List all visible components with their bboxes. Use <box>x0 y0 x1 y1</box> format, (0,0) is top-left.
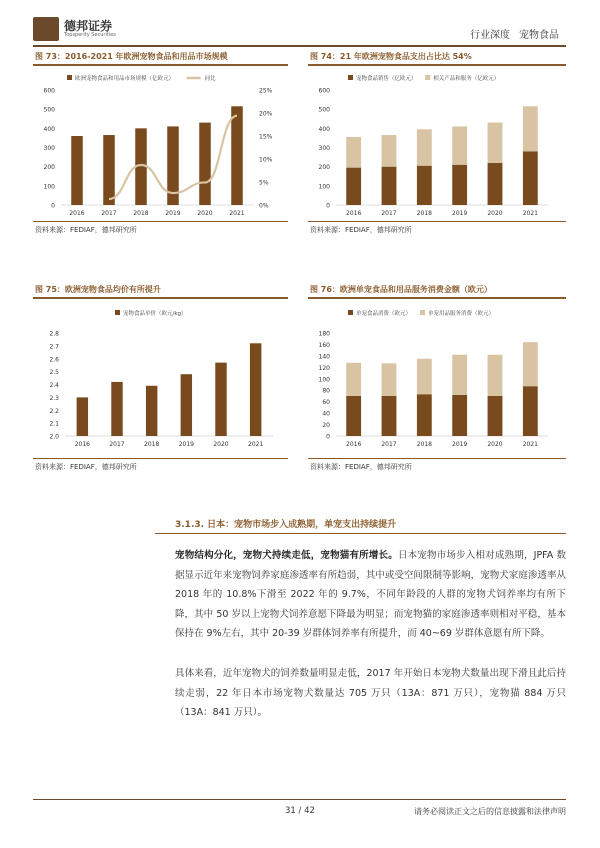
bar-service <box>417 129 432 165</box>
y-tick-label: 2.7 <box>49 343 59 351</box>
bar-service <box>382 135 397 167</box>
figure-73-source-rule <box>33 221 288 222</box>
x-tick-label: 2020 <box>487 441 503 448</box>
y-tick-label: 2.1 <box>49 420 59 428</box>
y-tick-label: 500 <box>43 106 55 114</box>
figure-73-rule <box>33 64 288 66</box>
figure-74-source-rule <box>308 221 566 222</box>
y-tick-label: 180 <box>318 330 330 338</box>
header-divider <box>33 45 566 47</box>
legend-label: 相关产品和服务（亿欧元） <box>433 76 500 82</box>
legend-label: 单宠用品服务消费（欧元） <box>428 311 495 317</box>
bar-food <box>199 123 211 205</box>
y-tick-label: 600 <box>318 87 330 95</box>
legend-label: 宠物食品销售（亿欧元） <box>356 76 417 82</box>
x-tick-label: 2018 <box>416 210 432 217</box>
y-tick-label: 40 <box>322 410 330 418</box>
bar-service <box>417 359 432 394</box>
y-tick-label: 120 <box>318 364 330 372</box>
bar-food <box>103 135 115 205</box>
y2-tick-label: 25% <box>259 87 273 95</box>
y-tick-label: 0 <box>326 202 330 210</box>
legend-label: 单宠食品消费（欧元） <box>356 311 412 317</box>
paragraph-1 <box>175 546 566 644</box>
bar-service <box>488 123 503 163</box>
bar-food <box>346 396 361 436</box>
y-tick-label: 600 <box>43 87 55 95</box>
x-tick-label: 2018 <box>133 210 149 217</box>
bar-food <box>523 151 538 205</box>
y-tick-label: 300 <box>43 145 55 152</box>
y-tick-label: 80 <box>322 387 330 395</box>
bar-service <box>488 355 503 396</box>
figure-74-source: 资料来源：FEDIAF，德邦研究所 <box>310 226 412 234</box>
y-tick-label: 2.5 <box>49 369 59 377</box>
y-tick-label: 100 <box>43 183 55 191</box>
legend-label: 宠物食品单价（欧元/kg） <box>123 311 187 317</box>
page-number: 31 / 42 <box>285 806 315 816</box>
y-tick-label: 2.3 <box>49 394 59 402</box>
x-tick-label: 2019 <box>165 210 181 217</box>
x-tick-label: 2020 <box>487 210 503 217</box>
chart-73 <box>33 70 288 220</box>
paragraph-1-lead: 宠物结构分化，宠物犬持续走低，宠物猫有所增长。 <box>175 550 398 561</box>
x-tick-label: 2016 <box>74 441 90 448</box>
x-tick-label: 2021 <box>248 441 264 448</box>
y-tick-label: 500 <box>318 106 330 114</box>
bar-food <box>523 386 538 436</box>
x-tick-label: 2021 <box>229 210 245 217</box>
legend-swatch <box>67 75 72 80</box>
footer-disclaimer: 请务必阅读正文之后的信息披露和法律声明 <box>414 807 566 816</box>
x-tick-label: 2019 <box>178 441 194 448</box>
y-tick-label: 2.4 <box>49 382 59 389</box>
bar-food <box>417 394 432 436</box>
bar-food <box>250 343 261 436</box>
bar-food <box>231 106 243 205</box>
bar-service <box>452 126 467 164</box>
section-divider <box>155 533 566 534</box>
bar-service <box>346 137 361 168</box>
bar-food <box>215 363 226 436</box>
x-tick-label: 2020 <box>213 441 229 448</box>
y2-tick-label: 15% <box>259 133 273 141</box>
bar-service <box>452 355 467 395</box>
bar-food <box>111 382 122 436</box>
bar-food <box>181 374 192 436</box>
legend-swatch <box>348 310 353 315</box>
bar-service <box>346 363 361 396</box>
legend-label: 同比 <box>204 76 216 82</box>
x-tick-label: 2021 <box>522 210 538 217</box>
bar-food <box>71 136 83 205</box>
paragraph-1-text: 日本宠物市场步入相对成熟期，JPFA 数据显示近年来宠物饲养家庭渗透率有所趋弱，其中或受空间限制等影响，宠物犬家庭渗透率从 2018 年的 10.8%下滑至 2022 年的 9.7%，不同年龄段的人群的宠物犬饲养率均有所下降，其中 50 岁以上宠物犬饲养意愿下降最为明显；而宠物猫的家庭渗透率则相对平稳，基本保持在 9%左右，其中 20-39 岁群体饲养率有所提升，而 40~69 岁群体意愿有所下降。 <box>175 550 566 639</box>
industry-label: 宠物食品 <box>519 30 559 41</box>
x-tick-label: 2017 <box>109 441 125 448</box>
footer-divider <box>33 799 566 800</box>
figure-76-source-rule <box>308 458 566 459</box>
bar-food <box>77 397 88 436</box>
x-tick-label: 2017 <box>101 210 117 217</box>
x-tick-label: 2019 <box>452 210 468 217</box>
x-tick-label: 2018 <box>144 441 160 448</box>
figure-75-rule <box>33 297 288 299</box>
y2-tick-label: 20% <box>259 110 273 118</box>
figure-76-title: 图 76：欧洲单宠食品和用品服务消费金额（欧元） <box>310 285 492 294</box>
x-tick-label: 2018 <box>416 441 432 448</box>
paragraph-2-text: 具体来看，近年宠物犬的饲养数量明显走低，2017 年开始日本宠物犬数量出现下滑且此后持续走弱，22 年日本市场宠物犬数量达 705 万只（13A：871 万只），宠物猫 884 万只（13A：841 万只）。 <box>175 668 566 718</box>
y-tick-label: 0 <box>326 433 330 441</box>
figure-76-source: 资料来源：FEDIAF，德邦研究所 <box>310 463 412 471</box>
bar-food <box>488 396 503 436</box>
bar-food <box>382 396 397 436</box>
brand-name: 德邦证券 <box>64 19 113 33</box>
y-tick-label: 2.8 <box>49 330 59 338</box>
y-tick-label: 300 <box>318 145 330 152</box>
y-tick-label: 60 <box>322 399 330 407</box>
y2-tick-label: 0% <box>259 202 269 210</box>
y-tick-label: 400 <box>43 125 55 133</box>
y-tick-label: 140 <box>318 353 330 361</box>
bar-food <box>382 167 397 205</box>
x-tick-label: 2016 <box>346 441 362 448</box>
y-tick-label: 2.6 <box>49 356 59 364</box>
bar-service <box>523 106 538 151</box>
figure-75-title: 图 75：欧洲宠物食品均价有所提升 <box>35 285 161 294</box>
x-tick-label: 2017 <box>381 441 397 448</box>
bar-food <box>452 395 467 436</box>
bar-food <box>346 168 361 205</box>
legend-label: 欧洲宠物食品和用品市场规模（亿欧元） <box>75 76 175 82</box>
legend-swatch <box>420 310 425 315</box>
brand-name-en: Topsperity Securities <box>64 32 116 38</box>
figure-74-title: 图 74：21 年欧洲宠物食品支出占比达 54% <box>310 52 472 61</box>
x-tick-label: 2021 <box>522 441 538 448</box>
y2-tick-label: 5% <box>259 179 269 187</box>
y2-tick-label: 10% <box>259 156 273 164</box>
chart-76 <box>308 305 566 455</box>
x-tick-label: 2017 <box>381 210 397 217</box>
figure-75-source-rule <box>33 458 288 459</box>
report-type: 行业深度 <box>470 30 510 41</box>
legend-swatch <box>348 75 353 80</box>
y-tick-label: 0 <box>51 202 55 210</box>
y-tick-label: 200 <box>318 164 330 172</box>
figure-73-title: 图 73：2016-2021 年欧洲宠物食品和用品市场规模 <box>35 52 228 61</box>
figure-75-source: 资料来源：FEDIAF，德邦研究所 <box>35 463 137 471</box>
figure-76-rule <box>308 297 566 299</box>
y-tick-label: 2.0 <box>49 433 59 441</box>
paragraph-2 <box>175 664 566 723</box>
x-tick-label: 2020 <box>197 210 213 217</box>
bar-food <box>417 166 432 205</box>
bar-service <box>382 363 397 396</box>
bar-service <box>523 342 538 386</box>
y-tick-label: 160 <box>318 341 330 349</box>
figure-74-rule <box>308 64 566 66</box>
bar-food <box>146 386 157 436</box>
x-tick-label: 2016 <box>69 210 85 217</box>
legend-swatch <box>115 310 120 315</box>
brand-logo-icon <box>33 17 59 41</box>
x-tick-label: 2016 <box>346 210 362 217</box>
y-tick-label: 200 <box>43 164 55 172</box>
y-tick-label: 20 <box>322 422 330 430</box>
chart-74 <box>308 70 566 220</box>
y-tick-label: 100 <box>318 376 330 384</box>
legend-swatch <box>425 75 430 80</box>
chart-75 <box>33 305 288 455</box>
figure-73-source: 资料来源：FEDIAF，德邦研究所 <box>35 226 137 234</box>
bar-food <box>488 163 503 205</box>
bar-food <box>452 165 467 205</box>
x-tick-label: 2019 <box>452 441 468 448</box>
y-tick-label: 400 <box>318 125 330 133</box>
y-tick-label: 100 <box>318 183 330 191</box>
y-tick-label: 2.2 <box>49 407 59 415</box>
section-heading: 3.1.3. 日本：宠物市场步入成熟期，单宠支出持续提升 <box>175 520 397 530</box>
